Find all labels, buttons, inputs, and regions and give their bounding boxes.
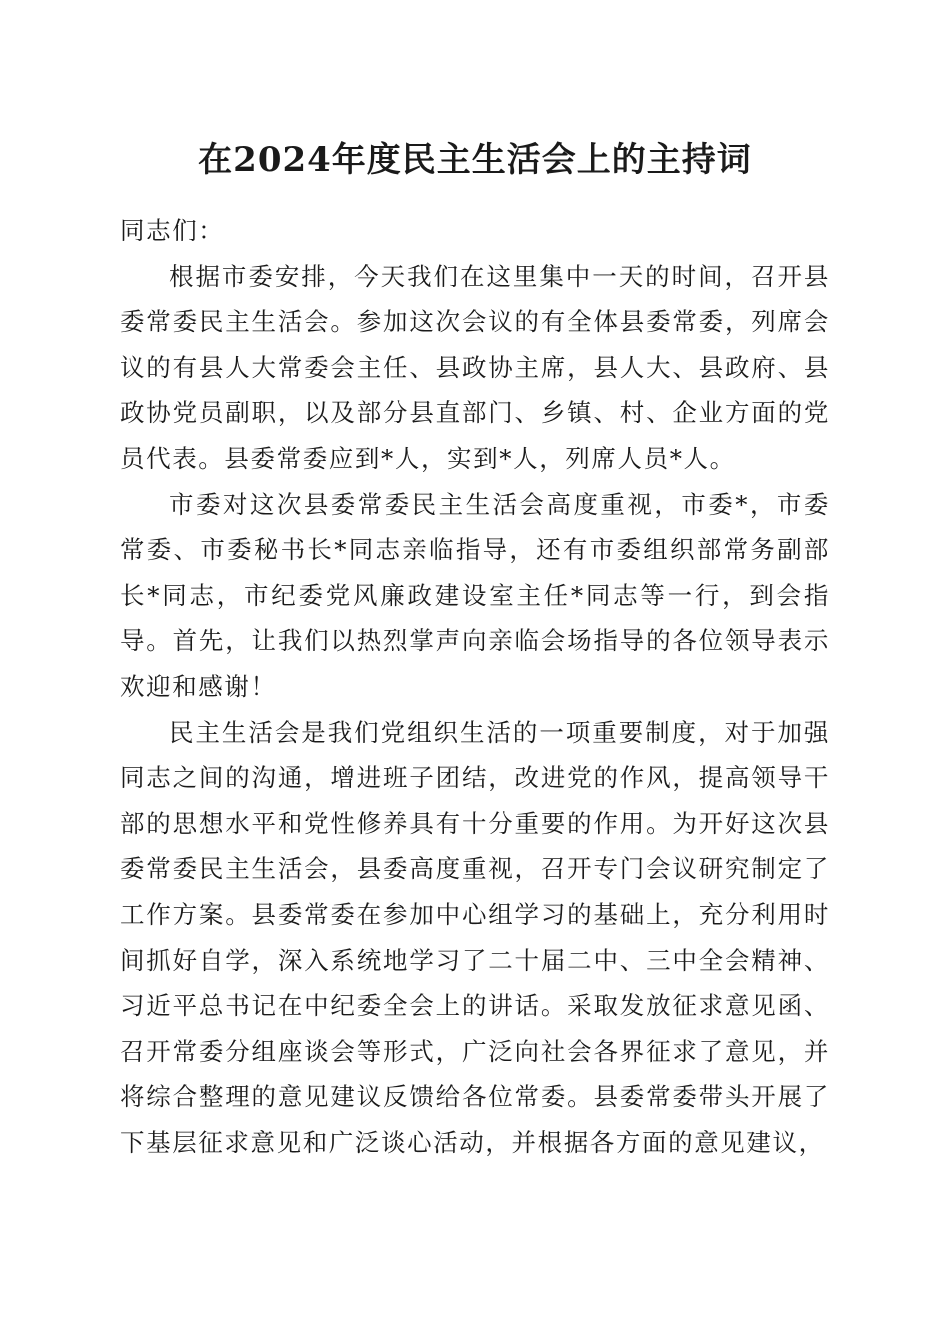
salutation: 同志们：: [120, 216, 225, 245]
paragraph-preparation: 民主生活会是我们党组织生活的一项重要制度，对于加强同志之间的沟通，增进班子团结，改进党的作风，提高领导干部的思想水平和党性修养具有十分重要的作用。为开好这次县委常委民主生活会，县委高度重视，召开专门会议研究制定了工作方案。县委常委在参加中心组学习的基础上，充分利用时间抓好自学，深入系统地学习了二十届二中、三中全会精神、习近平总书记在中纪委全会上的讲话。采取发放征求意见函、召开常委分组座谈会等形式，广泛向社会各界征求了意见，并将综合整理的意见建议反馈给各位常委。县委常委带头开展了下基层征求意见和广泛谈心活动，并根据各方面的意见建议，: [120, 717, 830, 1157]
paragraph-leadership-welcome: 市委对这次县委常委民主生活会高度重视，市委*，市委常委、市委秘书长*同志亲临指导，还有市委组织部常务副部长*同志，市纪委党风廉政建设室主任*同志等一行，到会指导。首先，让我们以热烈掌声向亲临会场指导的各位领导表示欢迎和感谢！: [120, 489, 830, 701]
document-body: [120, 208, 830, 1165]
paragraph-attendance: 根据市委安排，今天我们在这里集中一天的时间，召开县委常委民主生活会。参加这次会议的有全体县委常委，列席会议的有县人大常委会主任、县政协主席，县人大、县政府、县政协党员副职，以及部分县直部门、乡镇、村、企业方面的党员代表。县委常委应到*人，实到*人，列席人员*人。: [120, 261, 830, 473]
document-title: 在2024年度民主生活会上的主持词: [198, 140, 752, 180]
